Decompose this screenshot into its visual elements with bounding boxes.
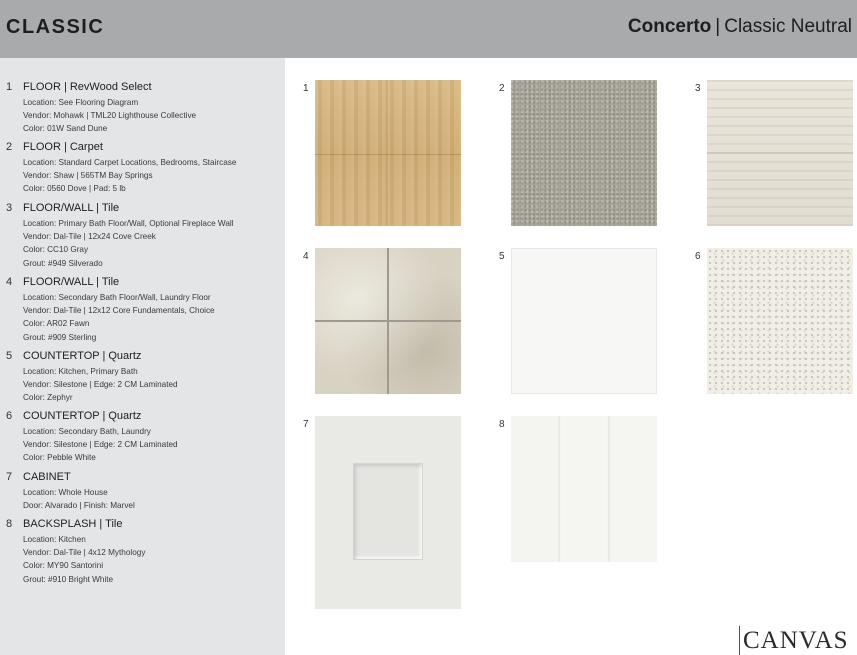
spec-line: Vendor: Silestone | Edge: 2 CM Laminated (23, 380, 178, 390)
spec-line: Location: Whole House (23, 488, 108, 497)
spec-number: 7 (6, 471, 13, 483)
spec-title: FLOOR/WALL | Tile (23, 276, 120, 288)
spec-title: BACKSPLASH | Tile (23, 518, 123, 530)
swatch-number: 4 (303, 251, 309, 262)
swatch-pebble-white-quartz (707, 248, 853, 394)
spec-line: Color: MY90 Santorini (23, 561, 104, 571)
spec-sidebar (0, 58, 285, 655)
spec-number: 5 (6, 350, 13, 362)
swatch-number: 2 (499, 83, 505, 94)
spec-number: 2 (6, 141, 13, 153)
spec-line: Vendor: Dal-Tile | 4x12 Mythology (23, 548, 146, 558)
swatch-zephyr-quartz (511, 248, 657, 394)
spec-title: FLOOR | Carpet (23, 141, 103, 153)
spec-line: Color: Zephyr (23, 393, 73, 403)
spec-line: Door: Alvarado | Finish: Marvel (23, 501, 135, 511)
spec-line: Vendor: Dal-Tile | 12x24 Cove Creek (23, 232, 156, 242)
spec-line: Location: Primary Bath Floor/Wall, Optional Fireplace Wall (23, 219, 234, 228)
spec-line: Location: Standard Carpet Locations, Bedrooms, Staircase (23, 158, 237, 167)
canvas-logo: CANVAS (739, 626, 849, 655)
spec-line: Color: 0560 Dove | Pad: 5 lb (23, 184, 126, 194)
spec-line: Vendor: Mohawk | TML20 Lighthouse Collective (23, 111, 197, 121)
spec-title: CABINET (23, 471, 71, 483)
spec-line: Location: Secondary Bath, Laundry (23, 427, 151, 436)
swatch-cove-creek-tile (707, 80, 853, 226)
spec-line: Location: Kitchen, Primary Bath (23, 367, 138, 376)
spec-number: 1 (6, 81, 13, 93)
spec-line: Vendor: Dal-Tile | 12x12 Core Fundamentals, Choice (23, 306, 215, 316)
spec-title: FLOOR | RevWood Select (23, 81, 152, 93)
collection-title (628, 16, 852, 38)
spec-line: Color: Pebble White (23, 453, 96, 463)
spec-line: Location: See Flooring Diagram (23, 98, 139, 107)
swatch-cabinet-door (315, 416, 461, 609)
spec-number: 3 (6, 202, 13, 214)
swatch-backsplash-tile (511, 416, 657, 562)
header-bar (0, 0, 857, 58)
swatch-fawn-tile (315, 248, 461, 394)
spec-line: Vendor: Silestone | Edge: 2 CM Laminated (23, 440, 178, 450)
spec-line: Color: AR02 Fawn (23, 319, 90, 329)
swatch-revwood-floor (315, 80, 461, 226)
collection-style: Classic Neutral (724, 16, 852, 37)
spec-title: COUNTERTOP | Quartz (23, 410, 142, 422)
spec-line: Color: 01W Sand Dune (23, 124, 108, 134)
collection-name: Concerto (627, 16, 712, 37)
spec-line: Grout: #910 Bright White (23, 574, 114, 584)
swatch-number: 3 (695, 83, 701, 94)
spec-number: 6 (6, 410, 13, 422)
spec-title: FLOOR/WALL | Tile (23, 202, 120, 214)
swatch-carpet (511, 80, 657, 226)
spec-number: 8 (6, 518, 13, 530)
brand-title: CLASSIC (6, 16, 105, 38)
collection-separator: | (715, 16, 721, 37)
swatch-number: 8 (499, 419, 505, 430)
spec-line: Color: CC10 Gray (23, 245, 89, 255)
spec-line: Grout: #949 Silverado (23, 258, 103, 268)
spec-line: Location: Secondary Bath Floor/Wall, Laundry Floor (23, 293, 211, 302)
swatch-number: 5 (499, 251, 505, 262)
swatch-number: 7 (303, 419, 309, 430)
swatch-number: 6 (695, 251, 701, 262)
spec-line: Location: Kitchen (23, 535, 86, 544)
swatch-number: 1 (303, 83, 309, 94)
spec-title: COUNTERTOP | Quartz (23, 350, 142, 362)
spec-line: Grout: #909 Sterling (23, 332, 97, 342)
spec-number: 4 (6, 276, 13, 288)
spec-line: Vendor: Shaw | 565TM Bay Springs (23, 171, 153, 181)
